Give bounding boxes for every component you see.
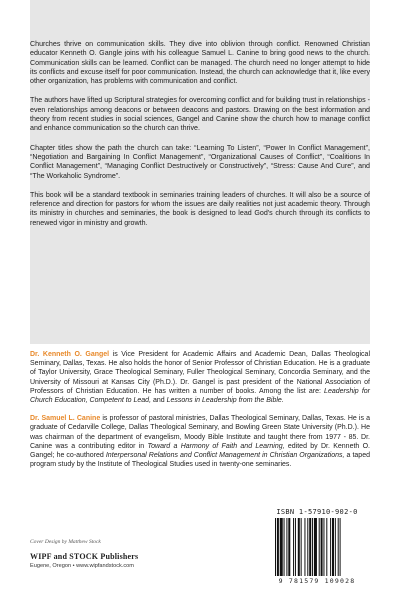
bio-gangel-book-last: Lessons in Leadership from the Bible. xyxy=(166,397,284,405)
barcode-bars xyxy=(273,518,361,576)
bio-canine-book2: Interpersonal Relations and Conflict Management in Christian Organizations, xyxy=(105,452,345,460)
blurb xyxy=(30,0,370,228)
bio-canine xyxy=(30,414,370,469)
barcode-panel xyxy=(268,506,366,592)
isbn-label: ISBN 1-57910-902-0 xyxy=(276,508,358,516)
blurb-paragraph-4: This book will be a standard textbook in seminaries training leaders of churches. It will also be a source of reference and direction for pastors for whom the issues are daily realities not just academic theory. Through its ministry in churches and seminaries, the book is designed to lead God's church through its conflicts to renewed vigor in ministry and growth. xyxy=(30,190,370,227)
blurb-paragraph-2: The authors have lifted up Scriptural strategies for overcoming conflict and for building trust in relationships - even relationships among deacons or between deacons and pastors. Drawing on the best information and theory from recent studies in social sciences, Gangel and Canine show the church how to manage conflict and enhance communication so the church can thrive. xyxy=(30,96,370,133)
bio-canine-text2: edited by Dr. Kenneth O. Gangel; he co-authored xyxy=(30,442,370,460)
bio-canine-book1: Toward a Harmony of Faith and Learning, xyxy=(147,442,285,450)
author-bios xyxy=(30,350,370,478)
blurb-paragraph-1: Churches thrive on communication skills. They dive into oblivion through conflict. Renowned Christian educator Kenneth O. Gangle joins with his colleague Samuel L. Canine to bring good news to the church. Communication skills can be learned. Conflict can be managed. The church need no longer attempt to hide its conflicts and excuse itself for poor communication. Instead, the church can acknowledge that it, like every other organization, has problems with communication and conflict. xyxy=(30,40,370,86)
bio-gangel-books: Leadership for Church Education, Competent to Lead, xyxy=(30,387,370,405)
publisher-name: WIPF and STOCK Publishers xyxy=(30,552,139,561)
bio-gangel xyxy=(30,350,370,405)
blurb-paragraph-3: Chapter titles show the path the church can take: “Learning To Listen”, “Power In Conflict Management”, “Negotiation and Bargaining In Conflict Management”, “Organizational Causes of Conflict”, “Coalitions In Conflict Management”, “Managing Conflict Destructively or Constructively”, “Stress: Cause And Cure”, and “The Workaholic Syndrome”. xyxy=(30,143,370,180)
cover-designer: Cover Design by Matthew Stock xyxy=(30,539,101,545)
bio-canine-text: is professor of pastoral ministries, Dallas Theological Seminary, Dallas, Texas. He is a graduate of Cedarville College, Dallas Theological Seminary, and Bowling Green State University (Ph.D.). He was chairman of the department of evangelism, Moody Bible Institute and taught there from 1977 - 85. Dr. Canine was a contributing editor in xyxy=(30,415,370,450)
bio-gangel-and: and xyxy=(151,397,167,405)
bio-gangel-text: is Vice President for Academic Affairs and Academic Dean, Dallas Theological Seminary, Dallas, Texas. He also holds the honor of Senior Professor of Christian Education. He is a graduate of Taylor University, Grace Theological Seminary, Fuller Theological Seminary, Concordia Seminary, and the University of Missouri at Kansas City (Ph.D.). Dr. Gangel is past president of the National Association of Professors of Christian Education. He has written a number of books. Among the list are: xyxy=(30,351,371,395)
barcode-number: 9 781579 109028 xyxy=(278,577,356,585)
bio-canine-text3: a taped program study by the Institute of Theological Studies used in twenty-one seminaries. xyxy=(30,452,370,469)
blurb-panel xyxy=(30,0,370,344)
author-name-gangel: Dr. Kenneth O. Gangel xyxy=(30,351,110,358)
publisher-location: Eugene, Oregon • www.wipfandstock.com xyxy=(30,563,134,569)
author-name-canine: Dr. Samuel L. Canine xyxy=(30,415,101,423)
